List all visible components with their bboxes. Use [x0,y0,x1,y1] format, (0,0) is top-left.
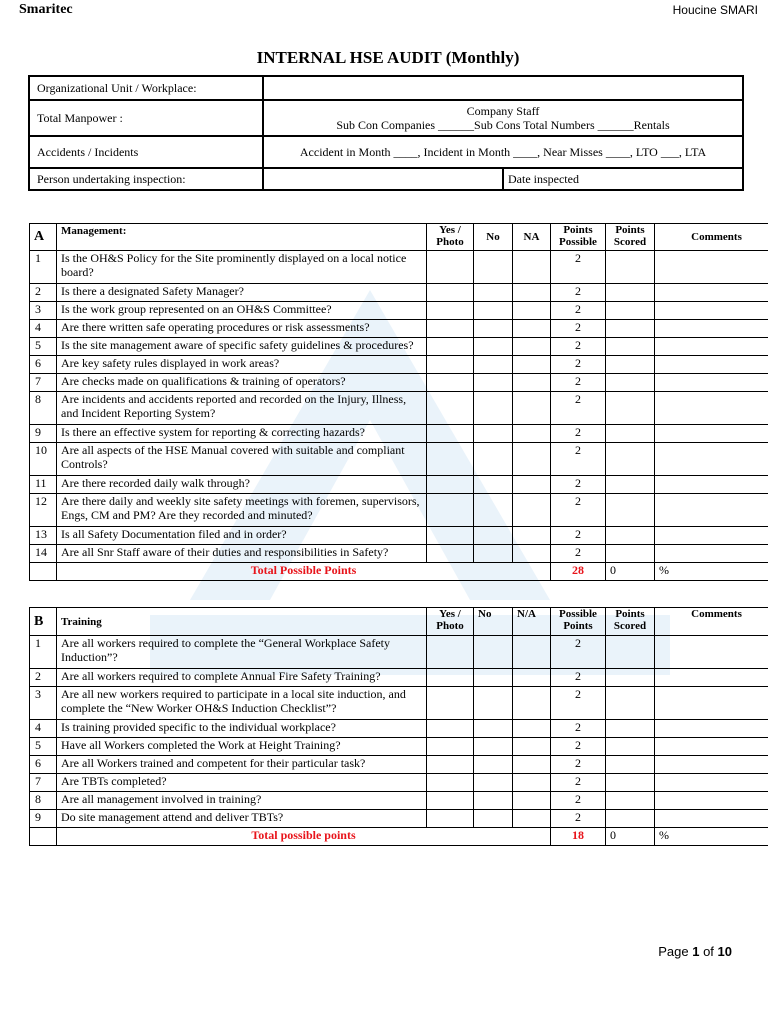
table-row [30,443,768,476]
item-number: 10 [30,443,57,476]
table-row [30,545,768,563]
comments-cell[interactable] [655,284,768,302]
date-inspected-field[interactable]: Date inspected [503,168,743,190]
na-cell[interactable] [513,320,551,338]
question-text: Are checks made on qualifications & training of operators? [57,374,427,392]
comments-cell[interactable] [655,392,768,425]
yes-photo-cell[interactable] [427,320,474,338]
yes-photo-cell[interactable] [427,425,474,443]
question-text: Are key safety rules displayed in work areas? [57,356,427,374]
comments-cell[interactable] [655,476,768,494]
no-cell[interactable] [474,425,513,443]
yes-photo-cell[interactable] [427,338,474,356]
table-row [30,476,768,494]
section-a-rows [30,251,768,563]
audit-info-table [28,75,744,191]
section-a-letter: A [30,224,57,251]
no-cell[interactable] [474,251,513,284]
section-a-title: Management: [57,224,427,251]
page-total: 10 [717,944,732,959]
na-cell[interactable] [513,545,551,563]
item-number: 5 [30,338,57,356]
na-cell[interactable] [513,494,551,527]
item-number: 1 [30,636,57,669]
points-possible-cell: 2 [551,720,606,738]
table-row [30,810,768,828]
points-scored-cell[interactable] [606,251,655,284]
no-cell[interactable] [474,545,513,563]
points-scored-cell[interactable] [606,494,655,527]
comments-cell[interactable] [655,792,768,810]
col-possible-points: Possible Points [551,608,606,636]
comments-cell[interactable] [655,810,768,828]
question-text: Are all Snr Staff aware of their duties and responsibilities in Safety? [57,545,427,563]
total-possible-label: Total possible points [57,828,551,846]
points-possible-cell: 2 [551,338,606,356]
points-possible-cell: 2 [551,636,606,669]
table-row [30,792,768,810]
no-cell[interactable] [474,494,513,527]
yes-photo-cell[interactable] [427,738,474,756]
comments-cell[interactable] [655,738,768,756]
table-row [30,425,768,443]
col-no: No [474,608,513,636]
no-cell[interactable] [474,338,513,356]
question-text: Are there written safe operating procedures or risk assessments? [57,320,427,338]
col-yes-photo: Yes / Photo [427,224,474,251]
question-text: Is there a designated Safety Manager? [57,284,427,302]
table-row [30,302,768,320]
points-scored-cell[interactable] [606,284,655,302]
no-cell[interactable] [474,527,513,545]
question-text: Is the site management aware of specific safety guidelines & procedures? [57,338,427,356]
table-row [30,356,768,374]
question-text: Are all management involved in training? [57,792,427,810]
points-possible-cell: 2 [551,356,606,374]
question-text: Have all Workers completed the Work at Height Training? [57,738,427,756]
comments-cell[interactable] [655,443,768,476]
total-scored: 0 [606,563,655,581]
table-row [30,738,768,756]
points-possible-cell: 2 [551,443,606,476]
yes-photo-cell[interactable] [427,527,474,545]
na-cell[interactable] [513,527,551,545]
yes-photo-cell[interactable] [427,251,474,284]
yes-photo-cell[interactable] [427,392,474,425]
points-possible-cell: 2 [551,302,606,320]
table-row [30,720,768,738]
yes-photo-cell[interactable] [427,476,474,494]
points-scored-cell[interactable] [606,774,655,792]
na-cell[interactable] [513,251,551,284]
na-cell[interactable] [513,720,551,738]
section-b-rows [30,636,768,828]
no-cell[interactable] [474,443,513,476]
table-row [30,756,768,774]
na-cell[interactable] [513,392,551,425]
item-number: 3 [30,687,57,720]
question-text: Do site management attend and deliver TBTs? [57,810,427,828]
comments-cell[interactable] [655,338,768,356]
col-points-scored: Points Scored [606,224,655,251]
item-number: 6 [30,756,57,774]
points-scored-cell[interactable] [606,476,655,494]
na-cell[interactable] [513,810,551,828]
comments-cell[interactable] [655,527,768,545]
no-cell[interactable] [474,356,513,374]
comments-cell[interactable] [655,636,768,669]
points-scored-cell[interactable] [606,320,655,338]
no-cell[interactable] [474,738,513,756]
points-possible-cell: 2 [551,669,606,687]
yes-photo-cell[interactable] [427,636,474,669]
table-row [30,774,768,792]
points-possible-cell: 2 [551,545,606,563]
comments-cell[interactable] [655,302,768,320]
management-section-table [29,223,768,581]
points-possible-cell: 2 [551,792,606,810]
points-scored-cell[interactable] [606,302,655,320]
page-number [658,944,732,959]
points-possible-cell: 2 [551,494,606,527]
no-cell[interactable] [474,810,513,828]
points-scored-cell[interactable] [606,636,655,669]
comments-cell[interactable] [655,320,768,338]
col-comments: Comments [655,608,768,636]
table-row [30,251,768,284]
question-text: Is there an effective system for reporting & correcting hazards? [57,425,427,443]
section-b-title: Training [57,608,427,636]
points-scored-cell[interactable] [606,425,655,443]
yes-photo-cell[interactable] [427,810,474,828]
na-cell[interactable] [513,636,551,669]
points-scored-cell[interactable] [606,687,655,720]
item-number: 5 [30,738,57,756]
item-number: 9 [30,810,57,828]
inspector-label: Person undertaking inspection: [29,168,263,190]
of-word: of [703,944,714,959]
item-number: 8 [30,392,57,425]
no-cell[interactable] [474,392,513,425]
question-text: Are all aspects of the HSE Manual covered with suitable and compliant Controls? [57,443,427,476]
points-scored-cell[interactable] [606,356,655,374]
no-cell[interactable] [474,774,513,792]
manpower-line-2: Sub Con Companies ______Sub Cons Total Numbers ______Rentals [336,118,670,132]
col-points-possible: Points Possible [551,224,606,251]
page-current: 1 [692,944,700,959]
points-possible-cell: 2 [551,756,606,774]
item-number: 12 [30,494,57,527]
points-scored-cell[interactable] [606,527,655,545]
inspector-field[interactable] [263,168,503,190]
points-possible-cell: 2 [551,284,606,302]
yes-photo-cell[interactable] [427,669,474,687]
comments-cell[interactable] [655,774,768,792]
no-cell[interactable] [474,302,513,320]
company-name: Smaritec [19,2,73,17]
points-possible-cell: 2 [551,425,606,443]
org-unit-label: Organizational Unit / Workplace: [29,76,263,100]
item-number: 7 [30,374,57,392]
item-number: 4 [30,320,57,338]
comments-cell[interactable] [655,687,768,720]
col-na: NA [513,224,551,251]
points-scored-cell[interactable] [606,792,655,810]
yes-photo-cell[interactable] [427,720,474,738]
yes-photo-cell[interactable] [427,774,474,792]
comments-cell[interactable] [655,356,768,374]
yes-photo-cell[interactable] [427,374,474,392]
yes-photo-cell[interactable] [427,443,474,476]
points-scored-cell[interactable] [606,756,655,774]
na-cell[interactable] [513,356,551,374]
table-row [30,338,768,356]
col-na: N/A [513,608,551,636]
no-cell[interactable] [474,320,513,338]
no-cell[interactable] [474,669,513,687]
section-b-letter: B [30,608,57,636]
points-possible-cell: 2 [551,374,606,392]
item-number: 13 [30,527,57,545]
table-row [30,494,768,527]
na-cell[interactable] [513,443,551,476]
no-cell[interactable] [474,476,513,494]
comments-cell[interactable] [655,720,768,738]
yes-photo-cell[interactable] [427,792,474,810]
question-text: Are there recorded daily walk through? [57,476,427,494]
na-cell[interactable] [513,756,551,774]
question-text: Are there daily and weekly site safety meetings with foremen, supervisors, Engs, CM and PM? Are they recorded and minuted? [57,494,427,527]
na-cell[interactable] [513,738,551,756]
question-text: Are all workers required to complete the “General Workplace Safety Induction”? [57,636,427,669]
points-possible-cell: 2 [551,738,606,756]
yes-photo-cell[interactable] [427,687,474,720]
total-percent: % [655,828,768,846]
points-possible-cell: 2 [551,320,606,338]
page-title: INTERNAL HSE AUDIT (Monthly) [256,48,520,67]
comments-cell[interactable] [655,756,768,774]
page-word: Page [658,944,689,959]
no-cell[interactable] [474,374,513,392]
item-number: 11 [30,476,57,494]
question-text: Is the OH&S Policy for the Site prominently displayed on a local notice board? [57,251,427,284]
na-cell[interactable] [513,669,551,687]
item-number: 2 [30,284,57,302]
manpower-field[interactable] [263,100,743,136]
total-scored: 0 [606,828,655,846]
comments-cell[interactable] [655,374,768,392]
na-cell[interactable] [513,774,551,792]
item-number: 3 [30,302,57,320]
question-text: Is the work group represented on an OH&S Committee? [57,302,427,320]
table-row [30,527,768,545]
item-number: 14 [30,545,57,563]
manpower-line-1: Company Staff [466,104,540,118]
na-cell[interactable] [513,687,551,720]
comments-cell[interactable] [655,425,768,443]
total-possible-label: Total Possible Points [57,563,551,581]
table-row [30,284,768,302]
total-percent: % [655,563,768,581]
points-scored-cell[interactable] [606,338,655,356]
no-cell[interactable] [474,284,513,302]
item-number: 7 [30,774,57,792]
points-possible-cell: 2 [551,251,606,284]
item-number: 9 [30,425,57,443]
org-unit-field[interactable] [263,76,743,100]
points-scored-cell[interactable] [606,720,655,738]
na-cell[interactable] [513,338,551,356]
points-scored-cell[interactable] [606,443,655,476]
na-cell[interactable] [513,302,551,320]
total-possible-points: 28 [551,563,606,581]
no-cell[interactable] [474,792,513,810]
points-possible-cell: 2 [551,810,606,828]
comments-cell[interactable] [655,669,768,687]
points-scored-cell[interactable] [606,374,655,392]
question-text: Is all Safety Documentation filed and in order? [57,527,427,545]
manpower-label: Total Manpower : [29,100,263,136]
col-comments: Comments [655,224,768,251]
author-name: Houcine SMARI [672,3,758,17]
table-row [30,320,768,338]
na-cell[interactable] [513,284,551,302]
points-possible-cell: 2 [551,527,606,545]
yes-photo-cell[interactable] [427,545,474,563]
question-text: Are all workers required to complete Annual Fire Safety Training? [57,669,427,687]
table-row [30,636,768,669]
no-cell[interactable] [474,756,513,774]
question-text: Are all Workers trained and competent for their particular task? [57,756,427,774]
points-possible-cell: 2 [551,392,606,425]
table-row [30,392,768,425]
na-cell[interactable] [513,425,551,443]
no-cell[interactable] [474,720,513,738]
comments-cell[interactable] [655,251,768,284]
no-cell[interactable] [474,687,513,720]
item-number: 4 [30,720,57,738]
yes-photo-cell[interactable] [427,494,474,527]
total-blank-cell [30,828,57,846]
accidents-label: Accidents / Incidents [29,136,263,168]
item-number: 2 [30,669,57,687]
col-points-scored: Points Scored [606,608,655,636]
yes-photo-cell[interactable] [427,302,474,320]
yes-photo-cell[interactable] [427,356,474,374]
points-possible-cell: 2 [551,774,606,792]
points-scored-cell[interactable] [606,545,655,563]
total-possible-points: 18 [551,828,606,846]
table-row [30,687,768,720]
col-no: No [474,224,513,251]
comments-cell[interactable] [655,545,768,563]
question-text: Is training provided specific to the individual workplace? [57,720,427,738]
points-scored-cell[interactable] [606,392,655,425]
yes-photo-cell[interactable] [427,756,474,774]
no-cell[interactable] [474,636,513,669]
table-row [30,669,768,687]
yes-photo-cell[interactable] [427,284,474,302]
na-cell[interactable] [513,792,551,810]
question-text: Are all new workers required to participate in a local site induction, and complete the “New Worker OH&S Induction Checklist”? [57,687,427,720]
points-scored-cell[interactable] [606,810,655,828]
points-scored-cell[interactable] [606,738,655,756]
na-cell[interactable] [513,374,551,392]
accidents-field[interactable]: Accident in Month ____, Incident in Month ____, Near Misses ____, LTO ___, LTA [263,136,743,168]
question-text: Are incidents and accidents reported and recorded on the Injury, Illness, and Incident Reporting System? [57,392,427,425]
table-row [30,374,768,392]
item-number: 8 [30,792,57,810]
total-blank-cell [30,563,57,581]
item-number: 1 [30,251,57,284]
comments-cell[interactable] [655,494,768,527]
question-text: Are TBTs completed? [57,774,427,792]
training-section-table [29,607,768,846]
points-possible-cell: 2 [551,687,606,720]
points-possible-cell: 2 [551,476,606,494]
item-number: 6 [30,356,57,374]
points-scored-cell[interactable] [606,669,655,687]
col-yes-photo: Yes / Photo [427,608,474,636]
na-cell[interactable] [513,476,551,494]
